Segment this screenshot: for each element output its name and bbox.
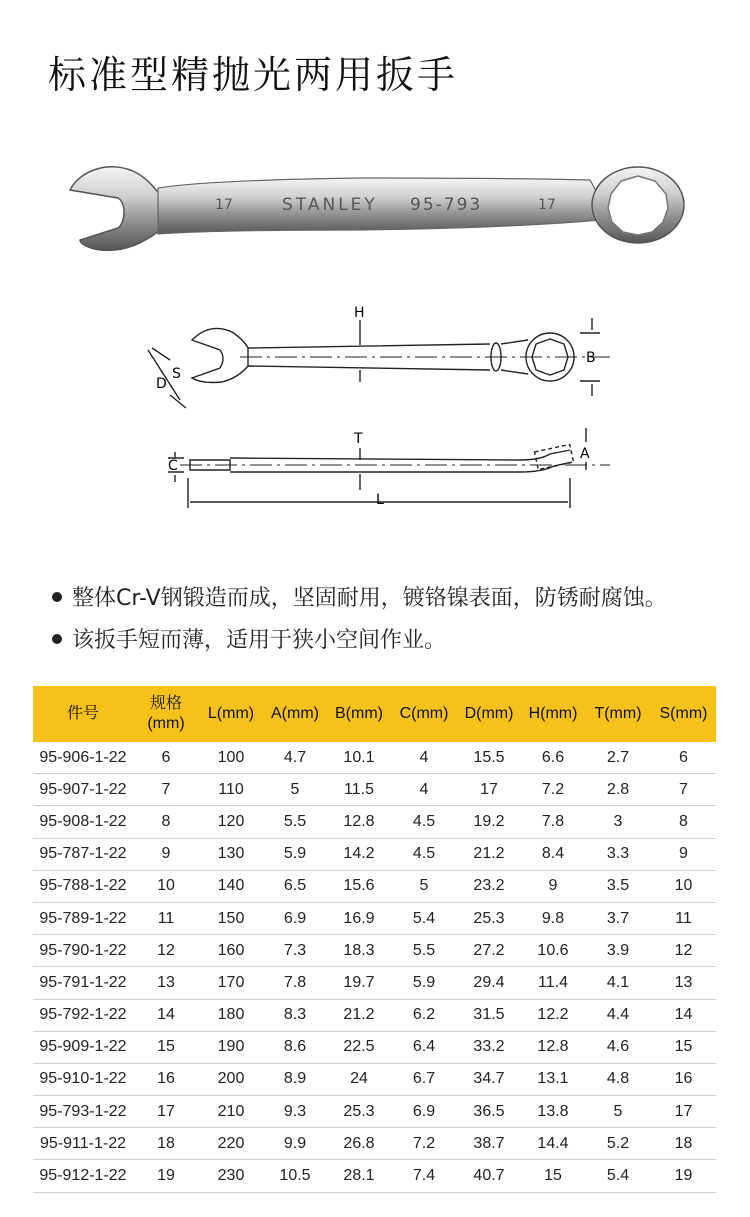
table-cell: 200 — [199, 1063, 263, 1095]
table-cell: 5.5 — [391, 935, 457, 967]
photo-brand: STANLEY — [282, 195, 378, 215]
table-cell: 18.3 — [327, 935, 391, 967]
table-cell: 9 — [133, 838, 199, 870]
table-cell: 12.8 — [327, 806, 391, 838]
table-row — [33, 1031, 716, 1063]
table-row — [33, 838, 716, 870]
table-cell: 4.5 — [391, 838, 457, 870]
page-title: 标准型精抛光两用扳手 — [48, 53, 459, 97]
feature-item — [52, 620, 667, 662]
label-t: T — [354, 431, 363, 447]
table-cell: 17 — [651, 1096, 716, 1128]
table-cell: 15 — [521, 1160, 585, 1192]
table-cell: 7 — [651, 774, 716, 806]
table-cell: 4.4 — [585, 999, 651, 1031]
photo-size-right: 17 — [538, 197, 556, 213]
table-cell: 9.8 — [521, 902, 585, 934]
table-cell: 95-790-1-22 — [33, 935, 133, 967]
table-cell: 21.2 — [457, 838, 521, 870]
table-cell: 8.3 — [263, 999, 327, 1031]
table-cell: 40.7 — [457, 1160, 521, 1192]
table-cell: 10 — [133, 870, 199, 902]
table-cell: 23.2 — [457, 870, 521, 902]
table-cell: 6.9 — [263, 902, 327, 934]
table-cell: 95-911-1-22 — [33, 1128, 133, 1160]
table-cell: 190 — [199, 1031, 263, 1063]
table-cell: 220 — [199, 1128, 263, 1160]
table-cell: 210 — [199, 1096, 263, 1128]
bullet-icon — [52, 592, 62, 602]
table-cell: 6.4 — [391, 1031, 457, 1063]
table-cell: 9.3 — [263, 1096, 327, 1128]
column-header: A(mm) — [263, 686, 327, 742]
table-cell: 8.9 — [263, 1063, 327, 1095]
table-cell: 6 — [133, 742, 199, 774]
table-cell: 2.8 — [585, 774, 651, 806]
table-cell: 18 — [133, 1128, 199, 1160]
table-body — [33, 742, 716, 1192]
table-cell: 3.5 — [585, 870, 651, 902]
table-cell: 11 — [133, 902, 199, 934]
table-cell: 10.1 — [327, 742, 391, 774]
table-cell: 13.1 — [521, 1063, 585, 1095]
table-cell: 3.9 — [585, 935, 651, 967]
table-cell: 130 — [199, 838, 263, 870]
table-cell: 95-791-1-22 — [33, 967, 133, 999]
table-cell: 95-908-1-22 — [33, 806, 133, 838]
label-d: D — [156, 376, 167, 392]
table-cell: 95-793-1-22 — [33, 1096, 133, 1128]
table-cell: 18 — [651, 1128, 716, 1160]
table-cell: 170 — [199, 967, 263, 999]
label-c: C — [168, 458, 178, 474]
column-header: S(mm) — [651, 686, 716, 742]
feature-text: 整体Cr-V钢锻造而成，坚固耐用，镀铬镍表面，防锈耐腐蚀。 — [72, 586, 667, 611]
table-cell: 95-788-1-22 — [33, 870, 133, 902]
table-cell: 95-787-1-22 — [33, 838, 133, 870]
feature-list — [52, 578, 667, 662]
table-cell: 16.9 — [327, 902, 391, 934]
table-cell: 3 — [585, 806, 651, 838]
table-cell: 10.5 — [263, 1160, 327, 1192]
column-header: T(mm) — [585, 686, 651, 742]
table-cell: 12 — [651, 935, 716, 967]
table-row — [33, 806, 716, 838]
table-cell: 7.3 — [263, 935, 327, 967]
table-cell: 14.2 — [327, 838, 391, 870]
table-cell: 5.9 — [391, 967, 457, 999]
table-cell: 15 — [651, 1031, 716, 1063]
table-cell: 11 — [651, 902, 716, 934]
spec-table — [33, 686, 716, 1193]
table-cell: 95-910-1-22 — [33, 1063, 133, 1095]
table-cell: 22.5 — [327, 1031, 391, 1063]
table-cell: 6.5 — [263, 870, 327, 902]
column-header: H(mm) — [521, 686, 585, 742]
table-cell: 160 — [199, 935, 263, 967]
wrench-photo — [60, 150, 690, 270]
label-l: L — [376, 492, 384, 508]
table-cell: 4.5 — [391, 806, 457, 838]
table-cell: 7.8 — [521, 806, 585, 838]
table-cell: 17 — [457, 774, 521, 806]
column-header: C(mm) — [391, 686, 457, 742]
table-cell: 4.6 — [585, 1031, 651, 1063]
table-cell: 95-912-1-22 — [33, 1160, 133, 1192]
table-header-row — [33, 686, 716, 742]
table-cell: 28.1 — [327, 1160, 391, 1192]
table-cell: 17 — [133, 1096, 199, 1128]
table-cell: 16 — [133, 1063, 199, 1095]
table-cell: 9.9 — [263, 1128, 327, 1160]
table-cell: 180 — [199, 999, 263, 1031]
table-cell: 10 — [651, 870, 716, 902]
table-cell: 14 — [651, 999, 716, 1031]
table-cell: 25.3 — [457, 902, 521, 934]
column-header: B(mm) — [327, 686, 391, 742]
table-cell: 16 — [651, 1063, 716, 1095]
table-cell: 13 — [651, 967, 716, 999]
table-row — [33, 1160, 716, 1192]
table-row — [33, 1128, 716, 1160]
table-cell: 3.3 — [585, 838, 651, 870]
table-cell: 8.6 — [263, 1031, 327, 1063]
column-header: 件号 — [33, 686, 133, 742]
table-cell: 12 — [133, 935, 199, 967]
table-cell: 9 — [651, 838, 716, 870]
table-cell: 4 — [391, 742, 457, 774]
table-cell: 15.6 — [327, 870, 391, 902]
table-cell: 4.7 — [263, 742, 327, 774]
table-cell: 27.2 — [457, 935, 521, 967]
table-cell: 5.4 — [585, 1160, 651, 1192]
table-cell: 7.2 — [521, 774, 585, 806]
table-cell: 95-789-1-22 — [33, 902, 133, 934]
table-cell: 7.8 — [263, 967, 327, 999]
dimension-diagram — [140, 300, 620, 520]
table-cell: 5 — [263, 774, 327, 806]
table-cell: 19.7 — [327, 967, 391, 999]
table-cell: 10.6 — [521, 935, 585, 967]
table-cell: 110 — [199, 774, 263, 806]
table-row — [33, 999, 716, 1031]
table-cell: 36.5 — [457, 1096, 521, 1128]
table-cell: 95-909-1-22 — [33, 1031, 133, 1063]
table-cell: 8 — [133, 806, 199, 838]
table-cell: 5 — [391, 870, 457, 902]
table-cell: 140 — [199, 870, 263, 902]
table-row — [33, 967, 716, 999]
table-cell: 5 — [585, 1096, 651, 1128]
feature-text: 该扳手短而薄，适用于狭小空间作业。 — [72, 628, 447, 653]
table-cell: 26.8 — [327, 1128, 391, 1160]
table-cell: 24 — [327, 1063, 391, 1095]
table-row — [33, 902, 716, 934]
table-cell: 230 — [199, 1160, 263, 1192]
table-cell: 5.9 — [263, 838, 327, 870]
table-cell: 13.8 — [521, 1096, 585, 1128]
table-cell: 12.8 — [521, 1031, 585, 1063]
table-cell: 34.7 — [457, 1063, 521, 1095]
table-cell: 12.2 — [521, 999, 585, 1031]
table-cell: 29.4 — [457, 967, 521, 999]
label-h: H — [354, 305, 365, 321]
table-cell: 38.7 — [457, 1128, 521, 1160]
table-cell: 7.4 — [391, 1160, 457, 1192]
table-cell: 120 — [199, 806, 263, 838]
label-a: A — [580, 446, 590, 462]
table-cell: 31.5 — [457, 999, 521, 1031]
table-cell: 4.1 — [585, 967, 651, 999]
table-cell: 15.5 — [457, 742, 521, 774]
table-cell: 95-906-1-22 — [33, 742, 133, 774]
photo-model: 95-793 — [410, 195, 483, 215]
table-cell: 13 — [133, 967, 199, 999]
table-cell: 15 — [133, 1031, 199, 1063]
table-cell: 14.4 — [521, 1128, 585, 1160]
bullet-icon — [52, 634, 62, 644]
table-cell: 6.9 — [391, 1096, 457, 1128]
table-cell: 100 — [199, 742, 263, 774]
table-cell: 8.4 — [521, 838, 585, 870]
table-cell: 6.6 — [521, 742, 585, 774]
table-cell: 2.7 — [585, 742, 651, 774]
table-row — [33, 742, 716, 774]
table-cell: 21.2 — [327, 999, 391, 1031]
table-cell: 95-907-1-22 — [33, 774, 133, 806]
label-s: S — [172, 366, 181, 382]
table-cell: 5.2 — [585, 1128, 651, 1160]
table-cell: 8 — [651, 806, 716, 838]
column-header: L(mm) — [199, 686, 263, 742]
table-cell: 5.4 — [391, 902, 457, 934]
table-row — [33, 1096, 716, 1128]
table-row — [33, 1063, 716, 1095]
column-header: D(mm) — [457, 686, 521, 742]
table-cell: 4.8 — [585, 1063, 651, 1095]
table-row — [33, 774, 716, 806]
table-cell: 6 — [651, 742, 716, 774]
table-cell: 9 — [521, 870, 585, 902]
label-b: B — [586, 350, 596, 366]
feature-item — [52, 578, 667, 620]
table-cell: 19.2 — [457, 806, 521, 838]
table-cell: 11.5 — [327, 774, 391, 806]
column-header: 规格 (mm) — [133, 686, 199, 742]
table-cell: 6.2 — [391, 999, 457, 1031]
table-cell: 25.3 — [327, 1096, 391, 1128]
table-cell: 6.7 — [391, 1063, 457, 1095]
photo-size-left: 17 — [215, 197, 233, 213]
table-cell: 3.7 — [585, 902, 651, 934]
table-cell: 95-792-1-22 — [33, 999, 133, 1031]
table-cell: 7.2 — [391, 1128, 457, 1160]
table-cell: 5.5 — [263, 806, 327, 838]
table-cell: 150 — [199, 902, 263, 934]
table-cell: 11.4 — [521, 967, 585, 999]
table-cell: 19 — [133, 1160, 199, 1192]
table-row — [33, 935, 716, 967]
table-row — [33, 870, 716, 902]
table-cell: 4 — [391, 774, 457, 806]
table-cell: 33.2 — [457, 1031, 521, 1063]
table-cell: 19 — [651, 1160, 716, 1192]
table-cell: 7 — [133, 774, 199, 806]
table-cell: 14 — [133, 999, 199, 1031]
